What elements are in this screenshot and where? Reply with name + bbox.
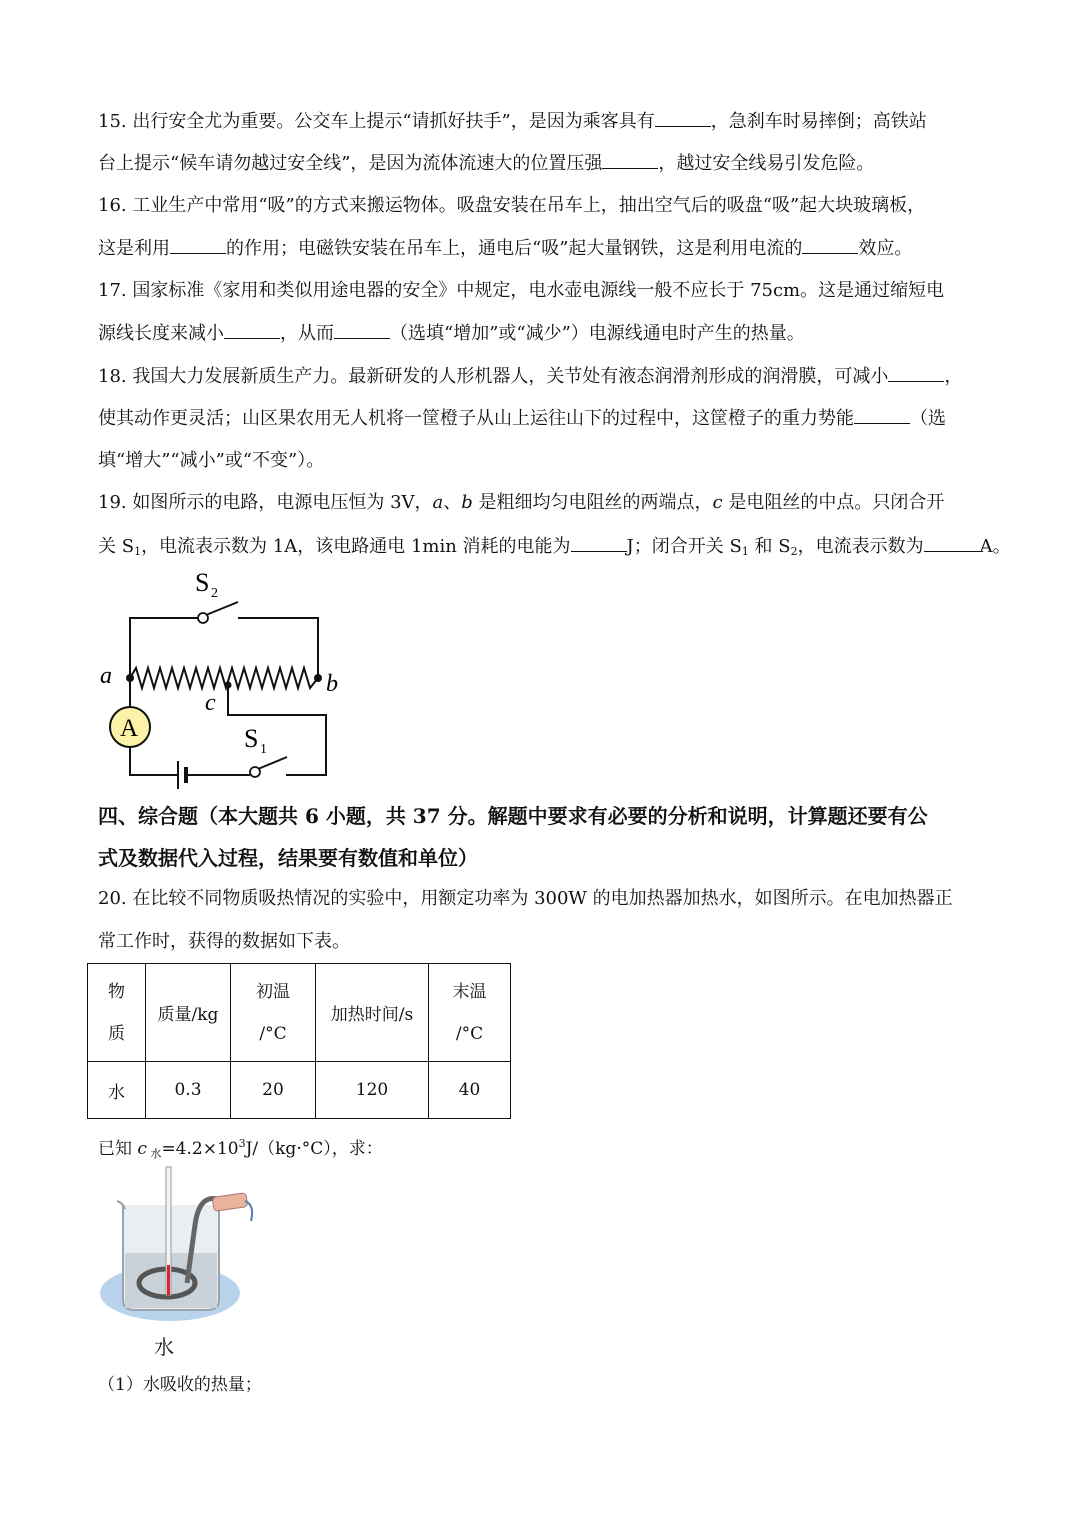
q16-line-2: 这是利用 的作用；电磁铁安装在吊车上，通电后“吸”起大量钢铁，这是利用电流的 效应。 — [98, 238, 913, 259]
header-initial-temp: 初温 /°C — [231, 964, 316, 1062]
answer-blank[interactable] — [802, 237, 858, 254]
answer-blank[interactable] — [571, 535, 627, 552]
answer-blank[interactable] — [655, 110, 711, 127]
cell-substance: 水 — [88, 1062, 146, 1119]
header-heating-time: 加热时间/s — [316, 964, 429, 1062]
q20-line-1: 20. 在比较不同物质吸热情况的实验中，用额定功率为 300W 的电加热器加热水，如图所示。在电加热器正 — [98, 888, 953, 909]
q19-line-1: 19. 如图所示的电路，电源电压恒为 3V，a、b 是粗细均匀电阻丝的两端点，c 是电阻丝的中点。只闭合开 — [98, 492, 945, 513]
header-final-temp: 末温 /°C — [429, 964, 511, 1062]
switch-s1-sub: 1 — [260, 742, 267, 757]
data-table — [87, 963, 511, 1119]
q18-line-1: 18. 我国大力发展新质生产力。最新研发的人形机器人，关节处有液态润滑剂形成的润滑膜，可减小 ， — [98, 366, 963, 387]
switch-s1-blade — [258, 757, 287, 769]
q17-line-2: 源线长度来减小 ，从而 （选填“增加”或“减少”）电源线通电时产生的热量。 — [98, 323, 805, 344]
answer-blank[interactable] — [854, 407, 910, 424]
switch-s1-pivot — [250, 767, 260, 777]
switch-s2-label: S — [195, 568, 210, 597]
circuit-diagram — [90, 565, 370, 790]
ammeter-label: A — [120, 715, 139, 742]
cell-mass: 0.3 — [146, 1062, 231, 1119]
beaker-spout — [117, 1201, 125, 1209]
wire-top-right — [238, 618, 318, 678]
section-4-heading-line-2: 式及数据代入过程，结果要有数值和单位） — [98, 846, 478, 870]
label-c: c — [205, 690, 216, 716]
q17-line-1: 17. 国家标准《家用和类似用途电器的安全》中规定，电水壶电源线一般不应长于 75cm。这是通过缩短电 — [98, 280, 945, 301]
q18-line-2: 使其动作更灵活；山区果农用无人机将一筐橙子从山上运往山下的过程中，这筐橙子的重力势能 （选 — [98, 408, 946, 429]
switch-s2-sub: 2 — [211, 586, 218, 601]
q15-line-1: 15. 出行安全尤为重要。公交车上提示“请抓好扶手”，是因为乘客具有 ，急刹车时易摔倒；高铁站 — [98, 111, 927, 132]
answer-blank[interactable] — [602, 152, 658, 169]
cell-initial-temp: 20 — [231, 1062, 316, 1119]
section-4-heading-line-1: 四、综合题（本大题共 6 小题，共 37 分。解题中要求有必要的分析和说明，计算题还要有公 — [98, 804, 928, 828]
answer-blank[interactable] — [924, 535, 980, 552]
q19-line-2: 关 $S_1$，电流表示数为 1A，该电路通电 1min 消耗的电能为 J；闭合开关 $S_1$ 和 $S_2$，电流表示数为 A。 — [98, 536, 1011, 558]
cell-heating-time: 120 — [316, 1062, 429, 1119]
resistor-wire — [130, 668, 318, 688]
header-substance: 物 质 — [88, 964, 146, 1062]
beaker-illustration — [95, 1165, 275, 1335]
q16-line-1: 16. 工业生产中常用“吸”的方式来搬运物体。吸盘安装在吊车上，抽出空气后的吸盘“吸”起大块玻璃板， — [98, 195, 926, 216]
given-line: 已知 c $_水=4.2\times 10^3J/(kg\cdot^\circ C)$，求： — [98, 1137, 383, 1160]
switch-s2-blade — [206, 602, 238, 615]
q15-line-2: 台上提示“候车请勿越过安全线”，是因为流体流速大的位置压强 ，越过安全线易引发危险。 — [98, 153, 875, 174]
answer-blank[interactable] — [224, 322, 280, 339]
label-b: b — [326, 671, 338, 697]
answer-blank[interactable] — [334, 322, 390, 339]
table-row — [88, 1062, 511, 1119]
label-a: a — [100, 663, 112, 689]
cell-final-temp: 40 — [429, 1062, 511, 1119]
q18-line-3: 填“增大”“减小”或“不变”）。 — [98, 450, 325, 471]
switch-s1-label: S — [244, 724, 259, 753]
q20-sub-1: （1）水吸收的热量； — [98, 1375, 262, 1395]
wire-top — [130, 618, 200, 678]
header-mass: 质量/kg — [146, 964, 231, 1062]
answer-blank[interactable] — [888, 365, 944, 382]
wire-bottom-left — [130, 747, 178, 775]
terminal-b — [314, 674, 322, 682]
figure-caption: 水 — [154, 1335, 174, 1359]
table-header-row — [88, 964, 511, 1062]
q20-line-2: 常工作时，获得的数据如下表。 — [98, 931, 350, 952]
thermometer-liquid — [167, 1265, 170, 1295]
heater-handle — [212, 1193, 248, 1212]
answer-blank[interactable] — [170, 237, 226, 254]
